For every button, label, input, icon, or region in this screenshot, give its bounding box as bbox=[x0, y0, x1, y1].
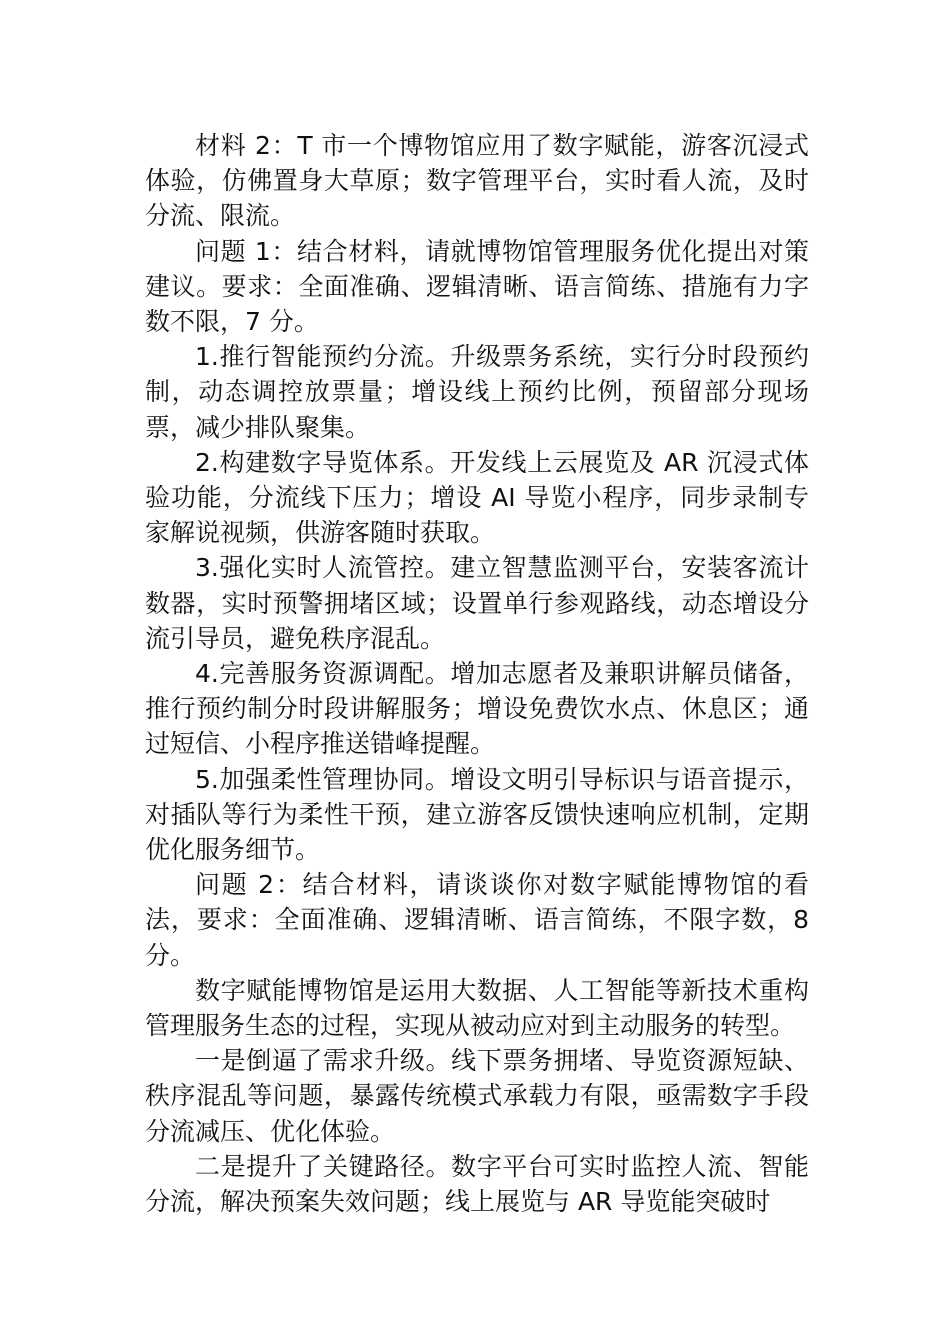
answer-2-point-1: 一是倒逼了需求升级。线下票务拥堵、导览资源短缺、秩序混乱等问题，暴露传统模式承载力有限，亟需数字手段分流减压、优化体验。 bbox=[145, 1046, 809, 1146]
answer-2-point-2: 二是提升了关键路径。数字平台可实时监控人流、智能分流，解决预案失效问题；线上展览与 AR 导览能突破时 bbox=[145, 1151, 809, 1217]
answer-1-point-1: 1.推行智能预约分流。升级票务系统，实行分时段预约制，动态调控放票量；增设线上预约比例，预留部分现场票，减少排队聚集。 bbox=[145, 342, 809, 442]
answer-1-point-5: 5.加强柔性管理协同。增设文明引导标识与语音提示，对插队等行为柔性干预，建立游客反馈快速响应机制，定期优化服务细节。 bbox=[145, 764, 809, 865]
answer-1-point-2: 2.构建数字导览体系。开发线上云展览及 AR 沉浸式体验功能，分流线下压力；增设 AI 导览小程序，同步录制专家解说视频，供游客随时获取。 bbox=[145, 447, 809, 548]
answer-2-intro: 数字赋能博物馆是运用大数据、人工智能等新技术重构管理服务生态的过程，实现从被动应对到主动服务的转型。 bbox=[145, 975, 809, 1041]
document-body bbox=[145, 128, 809, 1219]
answer-1-point-4: 4.完善服务资源调配。增加志愿者及兼职讲解员储备，推行预约制分时段讲解服务；增设免费饮水点、休息区；通过短信、小程序推送错峰提醒。 bbox=[145, 659, 809, 759]
question-2-paragraph: 问题 2：结合材料，请谈谈你对数字赋能博物馆的看法，要求：全面准确、逻辑清晰、语言简练，不限字数，8 分。 bbox=[145, 870, 809, 970]
material-2-paragraph: 材料 2：T 市一个博物馆应用了数字赋能，游客沉浸式体验，仿佛置身大草原；数字管理平台，实时看人流，及时分流、限流。 bbox=[145, 131, 809, 231]
question-1-paragraph: 问题 1：结合材料，请就博物馆管理服务优化提出对策建议。要求：全面准确、逻辑清晰、语言简练、措施有力字数不限，7 分。 bbox=[145, 236, 809, 337]
answer-1-point-3: 3.强化实时人流管控。建立智慧监测平台，安装客流计数器，实时预警拥堵区域；设置单行参观路线，动态增设分流引导员，避免秩序混乱。 bbox=[145, 553, 809, 653]
